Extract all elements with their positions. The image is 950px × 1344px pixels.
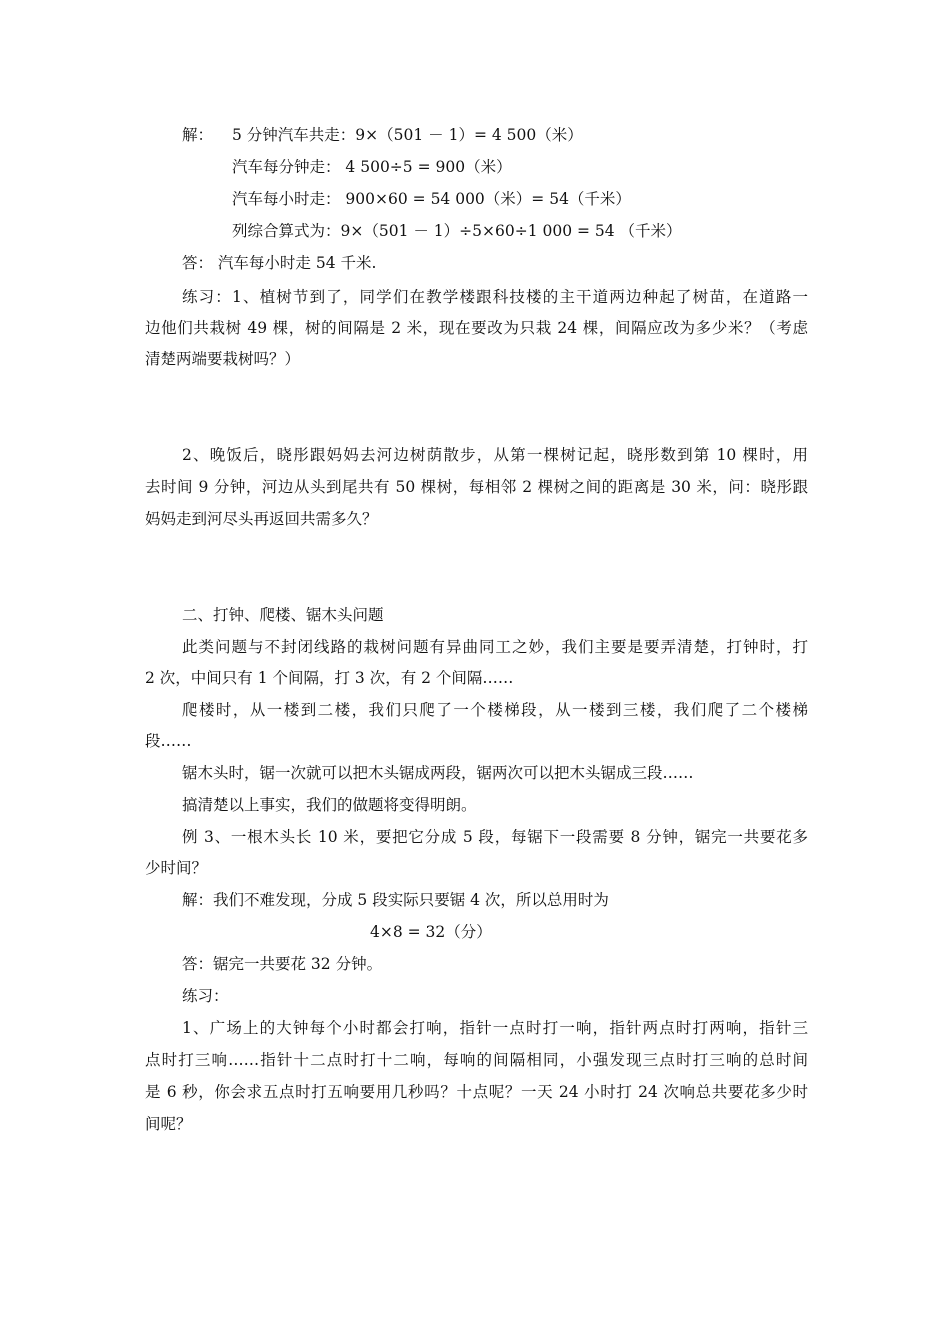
paragraph-3: 锯木头时，锯一次就可以把木头锯成两段，锯两次可以把木头锯成三段…… xyxy=(182,764,694,782)
solution-step-3: 汽车每小时走： 900×60 = 54 000（米）= 54（千米） xyxy=(232,190,631,208)
practice1-line-3: 清楚两端要栽树吗？） xyxy=(145,350,301,368)
solution-label: 解： xyxy=(182,126,214,144)
practice2-line-1: 2、晚饭后，晓彤跟妈妈去河边树荫散步，从第一棵树记起，晓彤数到第 10 棵时，用 xyxy=(182,446,808,464)
paragraph-1-line-2: 2 次，中间只有 1 个间隔，打 3 次，有 2 个间隔…… xyxy=(145,669,514,687)
practice2-line-3: 妈妈走到河尽头再返回共需多久？ xyxy=(145,510,378,528)
solution-step-4: 列综合算式为：9×（501 － 1）÷5×60÷1 000 = 54 （千米） xyxy=(232,222,682,240)
paragraph-2-line-1: 爬楼时，从一楼到二楼，我们只爬了一个楼梯段，从一楼到三楼，我们爬了二个楼梯 xyxy=(182,701,808,719)
example-3-solution: 解：我们不难发现，分成 5 段实际只要锯 4 次，所以总用时为 xyxy=(182,891,609,909)
solution-step-2: 汽车每分钟走： 4 500÷5 = 900（米） xyxy=(232,158,512,176)
practice2-line-2: 去时间 9 分钟，河边从头到尾共有 50 棵树，每相邻 2 棵树之间的距离是 30 米，问：晓彤跟 xyxy=(145,478,808,496)
solution-answer: 答： 汽车每小时走 54 千米. xyxy=(182,254,377,272)
question-1-line-1: 1、广场上的大钟每个小时都会打响，指针一点时打一响，指针两点时打两响，指针三 xyxy=(182,1019,808,1037)
section-heading: 二、打钟、爬楼、锯木头问题 xyxy=(182,606,384,624)
question-1-line-3: 是 6 秒，你会求五点时打五响要用几秒吗？十点呢？一天 24 小时打 24 次响总共要花多少时 xyxy=(145,1083,808,1101)
paragraph-4: 搞清楚以上事实，我们的做题将变得明朗。 xyxy=(182,796,477,814)
example-3-line-2: 少时间？ xyxy=(145,859,208,877)
paragraph-2-line-2: 段…… xyxy=(145,732,192,750)
question-1-line-2: 点时打三响……指针十二点时打十二响，每响的间隔相同，小强发现三点时打三响的总时间 xyxy=(145,1051,808,1069)
practice-label: 练习： xyxy=(182,987,229,1005)
example-3-answer: 答：锯完一共要花 32 分钟。 xyxy=(182,955,383,973)
example-3-formula: 4×8 = 32（分） xyxy=(370,923,492,941)
solution-step-1: 5 分钟汽车共走：9×（501 － 1）= 4 500（米） xyxy=(232,126,583,144)
practice1-line-1: 练习：1、植树节到了，同学们在教学楼跟科技楼的主干道两边种起了树苗，在道路一 xyxy=(182,288,808,306)
practice1-line-2: 边他们共栽树 49 棵，树的间隔是 2 米，现在要改为只栽 24 棵，间隔应改为多少米？（考虑 xyxy=(145,319,808,337)
example-3-line-1: 例 3、一根木头长 10 米，要把它分成 5 段，每锯下一段需要 8 分钟，锯完一共要花多 xyxy=(182,828,808,846)
paragraph-1-line-1: 此类问题与不封闭线路的栽树问题有异曲同工之妙，我们主要是要弄清楚，打钟时，打 xyxy=(182,638,808,656)
question-1-line-4: 间呢？ xyxy=(145,1115,192,1133)
